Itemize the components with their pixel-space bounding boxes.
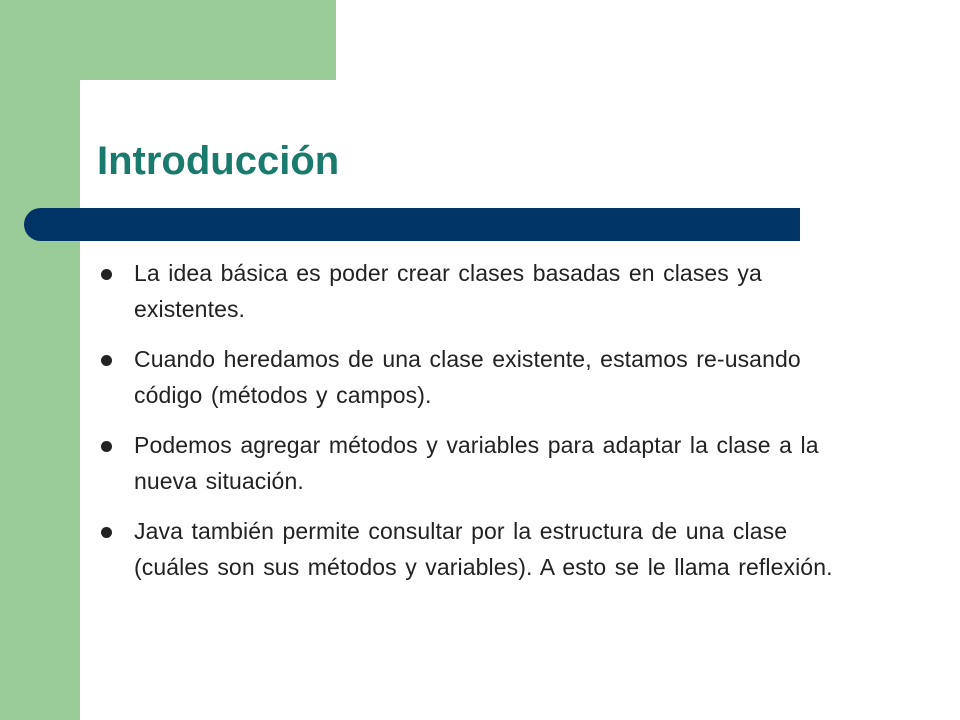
bullet-text: Podemos agregar métodos y variables para adaptar la clase a la nueva situación. bbox=[134, 432, 819, 494]
bullet-text: Cuando heredamos de una clase existente, estamos re-usando código (métodos y campos). bbox=[134, 346, 801, 408]
slide-title: Introducción bbox=[97, 139, 340, 183]
bullet-dot-icon bbox=[101, 269, 112, 280]
bullet-item bbox=[100, 341, 870, 413]
bullet-dot-icon bbox=[101, 441, 112, 452]
left-green-band bbox=[0, 0, 80, 720]
bullet-item bbox=[100, 427, 870, 499]
bullet-dot-icon bbox=[101, 527, 112, 538]
bullet-dot-icon bbox=[101, 355, 112, 366]
bullet-item bbox=[100, 513, 870, 585]
top-green-block bbox=[80, 0, 336, 80]
title-underline-bar bbox=[24, 208, 800, 241]
bullet-list bbox=[100, 255, 870, 599]
bullet-text: La idea básica es poder crear clases basadas en clases ya existentes. bbox=[134, 260, 762, 322]
bullet-text: Java también permite consultar por la estructura de una clase (cuáles son sus métodos y variables). A esto se le llama reflexión. bbox=[134, 518, 833, 580]
bullet-item bbox=[100, 255, 870, 327]
